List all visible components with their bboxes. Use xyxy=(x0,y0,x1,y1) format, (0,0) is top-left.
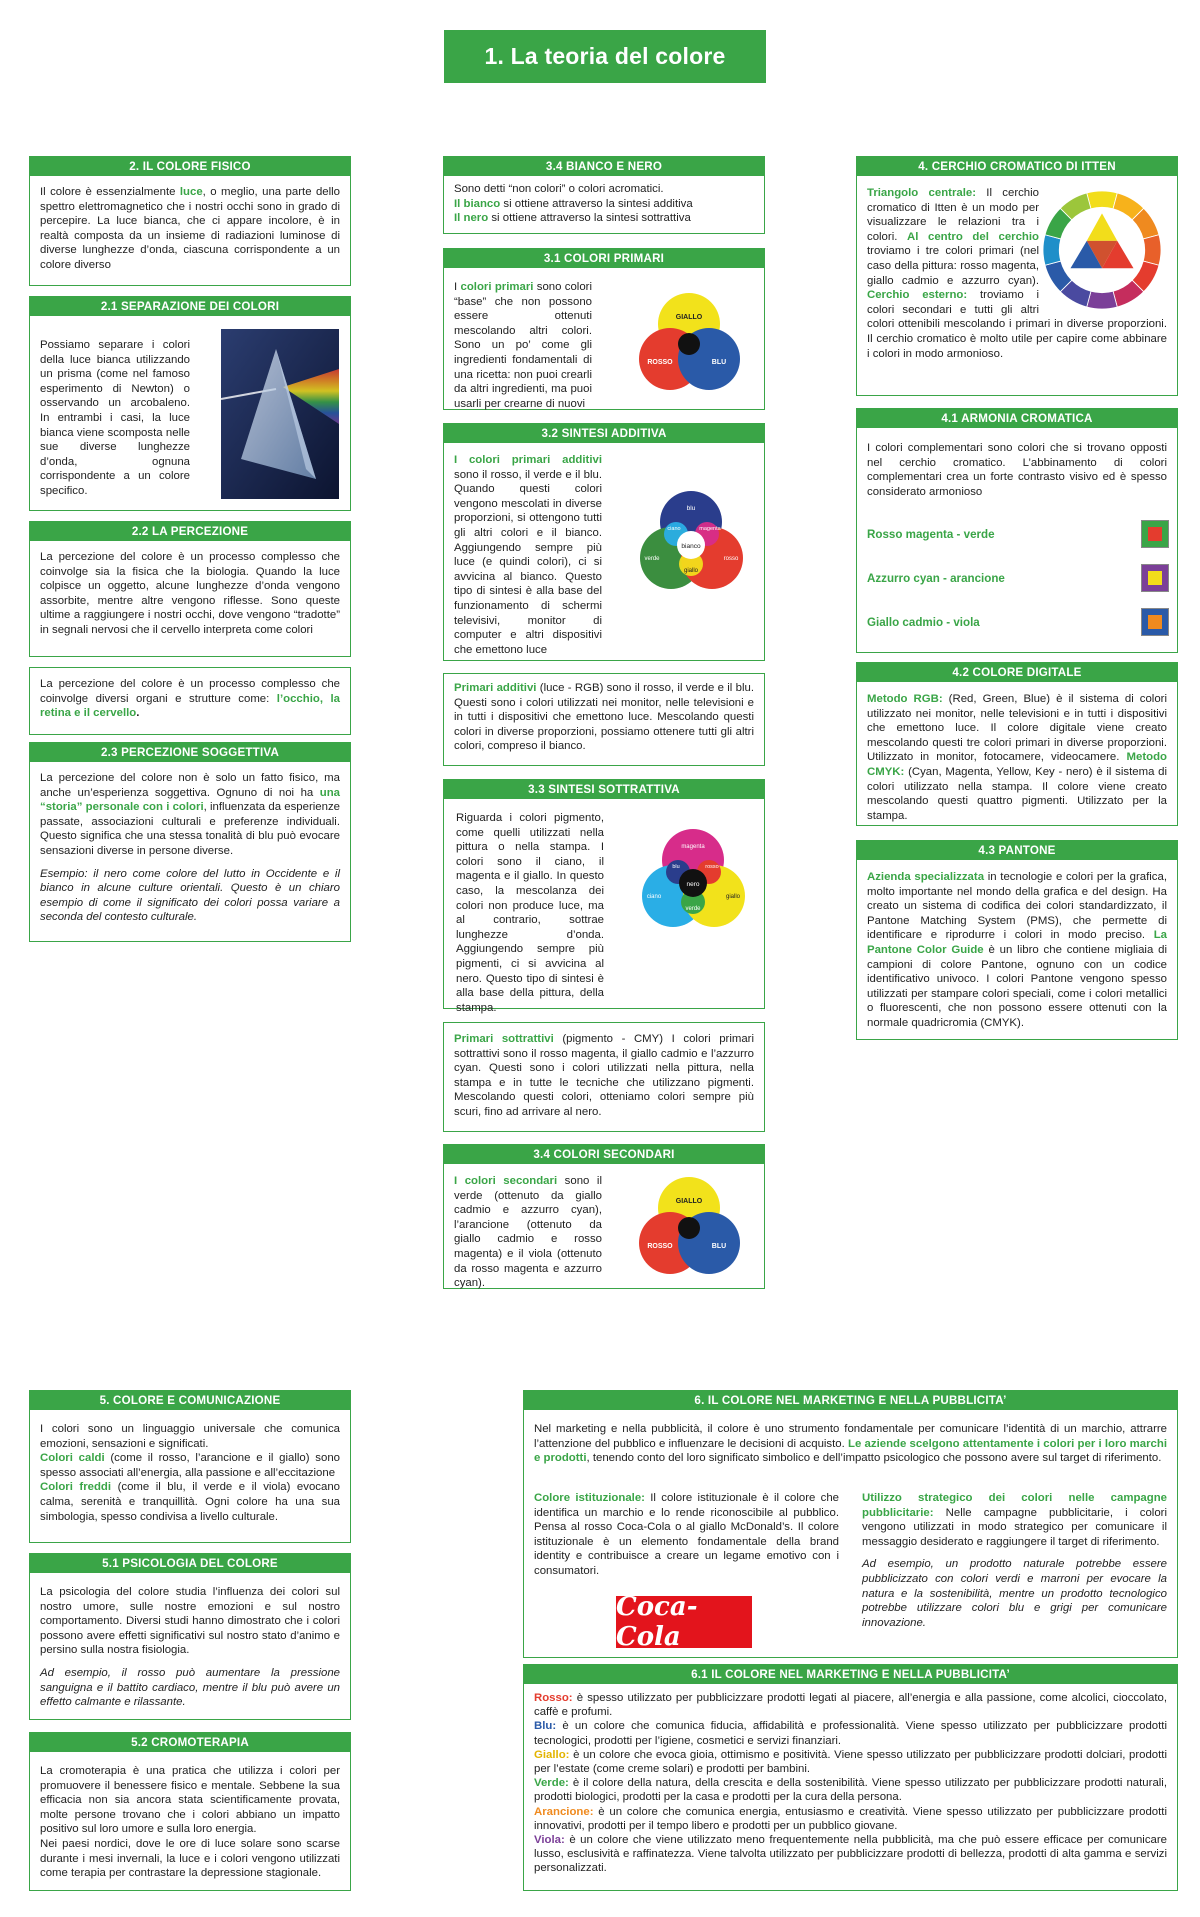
section-pantone xyxy=(856,840,1178,1040)
color-description: è il colore della natura, della crescita e della sostenibilità. Viene spesso utilizzato per pubblicizzare prodotti naturali, prodotti biologici, prodotti per la casa e prodotti per la cura della persona. xyxy=(534,1777,1167,1804)
venn-label: magenta xyxy=(681,844,705,850)
venn-label: rosso xyxy=(705,864,719,870)
itten-wheel-image xyxy=(1041,189,1163,311)
pair-label: Giallo cadmio - viola xyxy=(867,616,980,629)
section-marketing-colori xyxy=(523,1664,1178,1891)
section-header: 3.4 COLORI SECONDARI xyxy=(444,1145,764,1164)
section-header: 3.4 BIANCO E NERO xyxy=(444,157,764,176)
color-meaning-item xyxy=(534,1691,1167,1719)
coca-cola-logo: Coca-Cola xyxy=(616,1596,752,1648)
color-description: è un colore che evoca gioia, ottimismo e positività. Viene spesso utilizzato per pubblicizzare prodotti dolciari, prodotti per l’estate (come creme solari) e prodotti per bambini. xyxy=(534,1748,1167,1776)
section-colori-secondari xyxy=(443,1144,765,1289)
section-header: 2. IL COLORE FISICO xyxy=(30,157,350,176)
venn-primari xyxy=(622,289,757,404)
venn-sottrattiva xyxy=(626,824,761,944)
section-body: I colori sono un linguaggio universale che comunica emozioni, sensazioni e significati. Colori caldi (come il rosso, l’arancione e il giallo) sono spesso associati all’energia, alla passione e all’eccitazione Colori freddi (come il blu, il verde e il viola) evocano calma, serenità e tranquillità. Ogni colore ha una sua simbologia, spesso condivisa a livello culturale. xyxy=(40,1423,340,1523)
pair-label: Azzurro cyan - arancione xyxy=(867,572,1005,585)
color-name: Viola: xyxy=(534,1834,565,1847)
section-percezione-organi: La percezione del colore è un processo complesso che coinvolge diversi organi e strutture come: l’occhio, la retina e il cervello. xyxy=(29,667,351,735)
section-body: Possiamo separare i colori della luce bianca utilizzando un prisma (come nel famoso esperimento di Newton) o osservando un arcobaleno. In entrambi i casi, la luce bianca viene scomposta nelle sue diverse lunghezze d’onda, ognuna corrispondente a un colore specifico. xyxy=(40,339,190,497)
color-meaning-item xyxy=(534,1776,1167,1804)
section-body: I colori primari additivi sono il rosso, il verde e il blu. Quando questi colori vengono mescolati in diverse proporzioni, si ottengono tutti gli altri colori e il bianco. Aggiungendo sempre più luce (e quindi colori), ci si avvicina al bianco. Questo tipo di sintesi è alla base del funzionamento di schermi televisivi, monitor di computer e altri dispositivi che emettono luce xyxy=(454,454,602,656)
venn-label: ciano xyxy=(646,894,662,900)
section-header: 5.1 PSICOLOGIA DEL COLORE xyxy=(30,1554,350,1573)
color-name: Blu: xyxy=(534,1720,557,1733)
section-separazione-colori xyxy=(29,296,351,511)
section-header: 3.2 SINTESI ADDITIVA xyxy=(444,424,764,443)
section-body: I colori primari sono colori “base” che non possono essere ottenuti mescolando altri colori. Sono un po’ come gli ingredienti fondamentali di una ricetta: non puoi crearli da altri ingredienti, ma puoi usarli per crearne di nuovi xyxy=(454,281,592,410)
section-header: 3.3 SINTESI SOTTRATTIVA xyxy=(444,780,764,799)
section-header: 6.1 IL COLORE NEL MARKETING E NELLA PUBBLICITA’ xyxy=(524,1665,1177,1684)
venn-label: ciano xyxy=(667,526,681,532)
section-body: Sono detti “non colori” o colori acromatici. Il bianco si ottiene attraverso la sintesi additiva Il nero si ottiene attraverso la sintesi sottrattiva xyxy=(454,183,693,225)
colore-istituzionale: Colore istituzionale: Il colore istituzionale è il colore che identifica un marchio e lo rende riconoscibile al pubblico. Pensa al rosso Coca-Cola o al giallo McDonald’s. Il colore istituzionale è un elemento fondamentale della brand identity e contribuisce a creare un legame emotivo con i consumatori. xyxy=(534,1492,839,1577)
section-colori-primari xyxy=(443,248,765,410)
venn-label: GIALLO xyxy=(675,1198,703,1205)
color-swatch xyxy=(1141,520,1169,548)
section-primari-sottrattivi: Primari sottrattivi (pigmento - CMY) I colori primari sottrattivi sono il rosso magenta, il giallo cadmio e l’azzurro cyan. Questi sono i colori utilizzati nella pittura, nella stampa e in tutte le tecniche che utilizzano pigmenti. Mescolando questi colori, otteniamo colori sempre più scuri, fino ad arrivare al nero. xyxy=(443,1022,765,1132)
wheel-segment xyxy=(1087,291,1118,309)
section-header: 4.1 ARMONIA CROMATICA xyxy=(857,409,1177,428)
color-description: è un colore che comunica energia, entusiasmo e creatività. Viene spesso utilizzato per pubblicizzare prodotti innovativi, prodotti per il tempo libero e prodotti per un pubblico giovane. xyxy=(534,1805,1167,1832)
color-swatch xyxy=(1141,564,1169,592)
section-primari-additivi: Primari additivi (luce - RGB) sono il rosso, il verde e il blu. Questi sono i colori utilizzati nei monitor, nelle televisioni e in tutti i dispositivi che emettono luce. Mescolando questi colori in diverse proporzioni, possiamo ottenere tutti gli altri colori, compreso il bianco. xyxy=(443,673,765,766)
venn-label: ROSSO xyxy=(647,359,673,366)
section-body: I colori complementari sono colori che si trovano opposti nel cerchio cromatico. L’abbinamento di colori complementari crea un forte contrasto visivo ed è spesso considerato armonioso xyxy=(867,442,1167,498)
venn-label: BLU xyxy=(711,359,727,366)
section-colore-comunicazione xyxy=(29,1390,351,1543)
section-header: 5.2 CROMOTERAPIA xyxy=(30,1733,350,1752)
venn-label: giallo xyxy=(725,894,741,900)
section-cromoterapia xyxy=(29,1732,351,1891)
section-cerchio-itten xyxy=(856,156,1178,396)
section-header: 4. CERCHIO CROMATICO DI ITTEN xyxy=(857,157,1177,176)
venn-label: giallo xyxy=(683,568,699,574)
wheel-segment xyxy=(1043,235,1061,266)
section-sintesi-additiva xyxy=(443,423,765,661)
wheel-segment xyxy=(1087,191,1118,209)
section-header: 2.2 LA PERCEZIONE xyxy=(30,522,350,541)
venn-label: blu xyxy=(672,864,680,870)
section-colore-fisico xyxy=(29,156,351,286)
venn-label: GIALLO xyxy=(675,314,703,321)
section-percezione xyxy=(29,521,351,657)
section-body: I colori secondari sono il verde (ottenuto da giallo cadmio e azzurro cyan), l’arancione (ottenuto da giallo cadmio e rosso magenta) e il viola (ottenuto da rosso magenta e azzurro cyan). xyxy=(454,1175,602,1290)
color-description: è un colore che viene utilizzato meno frequentemente nella pubblicità, ma che può essere efficace per comunicare lusso, esclusività e raffinatezza. Viene talvolta utilizzato per pubblicizzare prodotti di bellezza, prodotti di alta gamma e servizi personalizzati. xyxy=(534,1834,1167,1875)
color-description: è spesso utilizzato per pubblicizzare prodotti legati al piacere, all’energia e alla passione, come alcolici, cioccolato, caffè e profumi. xyxy=(534,1692,1167,1719)
venn-secondari xyxy=(622,1173,757,1288)
venn-additiva xyxy=(624,486,759,606)
color-meaning-item xyxy=(534,1748,1167,1776)
section-body: Metodo RGB: (Red, Green, Blue) è il sistema di colori utilizzato nei monitor, nelle televisioni e in tutti i dispositivi che emettono luce. Il colore digitale viene creato mescolando questi tre colori primari in diverse proporzioni. Utilizzato in monitor, fotocamere, videocamere. Metodo CMYK: (Cyan, Magenta, Yellow, Key - nero) è il sistema di colori utilizzato nella stampa. Il colore viene creato mescolando questi quattro pigmenti. Utilizzato per la stampa. xyxy=(867,693,1167,822)
section-body: La percezione del colore non è solo un fatto fisico, ma anche un’esperienza soggettiva. Ognuno di noi ha una “storia” personale con i colori, influenzata da esperienze passate, associazioni culturali e preferenze individuali. Questo significa che una stessa tonalità di blu può evocare sensazioni diverse in persone diverse. Esempio: il nero come colore del lutto in Occidente e il bianco in alcune culture orientali. Questo è un chiaro esempio di come il significato dei colori possa variare a seconda del contesto culturale. xyxy=(40,772,341,924)
section-body: Azienda specializzata in tecnologie e colori per la grafica, molto importante nel mondo della grafica e del design. Ha creato un sistema di codifica dei colori standardizzato, il Pantone Matching System (PMS), che permette di identificare e riprodurre i colori in modo preciso. La Pantone Color Guide è un libro che contiene migliaia di campioni di colore Pantone, ognuno con un codice identificativo univoco. I colori Pantone vengono spesso utilizzati per stampare colori speciali, come i colori metallici o fluorescenti, che non possono essere ottenuti con la normale quadricromia (CMYK). xyxy=(867,871,1168,1029)
section-header: 4.2 COLORE DIGITALE xyxy=(857,663,1177,682)
color-meaning-item xyxy=(534,1805,1167,1833)
section-header: 4.3 PANTONE xyxy=(857,841,1177,860)
section-header: 5. COLORE E COMUNICAZIONE xyxy=(30,1391,350,1410)
color-name: Rosso: xyxy=(534,1692,573,1704)
section-header: 2.3 PERCEZIONE SOGGETTIVA xyxy=(30,743,350,762)
section-header: 6. IL COLORE NEL MARKETING E NELLA PUBBLICITA’ xyxy=(524,1391,1177,1410)
section-armonia-cromatica xyxy=(856,408,1178,653)
wheel-segment xyxy=(1143,235,1161,266)
venn-label: BLU xyxy=(711,1243,727,1250)
color-name: Arancione: xyxy=(534,1805,594,1818)
section-body: La percezione del colore è un processo complesso che coinvolge sia la fisica che la biologia. Quando la luce colpisce un oggetto, alcune lunghezze d’onda vengono assorbite, mentre altre vengono riflesse. Sono queste ultime a raggiungere i nostri occhi, dove vengono “tradotte” in segnali nervosi che il cervello interpreta come colori xyxy=(40,551,340,636)
section-marketing xyxy=(523,1390,1178,1658)
section-header: 2.1 SEPARAZIONE DEI COLORI xyxy=(30,297,350,316)
venn-label: nero xyxy=(686,881,700,888)
section-percezione-soggettiva xyxy=(29,742,351,942)
section-body: Triangolo centrale: Il cerchio cromatico di Itten è un modo per visualizzare le relazioni tra i colori. Al centro del cerchio troviamo i tre colori primari (nel caso della pittura: rosso magenta, giallo cadmio e azzurro cyan). Cerchio esterno: troviamo i colori secondari e tutti gli altri colori ottenibili mescolando i primari in diverse proporzioni. Il cerchio cromatico è molto utile per capire come abbinare i colori in modo armonioso. xyxy=(867,187,1167,360)
utilizzo-strategico: Utilizzo strategico dei colori nelle campagne pubblicitarie: Nelle campagne pubblicitarie, i colori vengono utilizzati in modo strategico per comunicare il messaggio desiderato e raggiungere il target di riferimento. Ad esempio, un prodotto naturale potrebbe essere pubblicizzato con colori verdi e marroni per evocare la natura e la sostenibilità, mentre un prodotto tecnologico potrebbe utilizzare colori blu e grigi per comunicare innovazione. xyxy=(862,1492,1167,1629)
color-meaning-item xyxy=(534,1833,1167,1876)
section-body: La psicologia del colore studia l’influenza dei colori sul nostro umore, sulle nostre emozioni e sul nostro comportamento. Diversi studi hanno dimostrato che i colori possono avere effetti significativi sul nostro stato d’animo e persino sulla nostra fisiologia. Ad esempio, il rosso può aumentare la pressione sanguigna e il battito cardiaco, mentre il blu può avere un effetto calmante e rilassante. xyxy=(40,1586,340,1709)
section-bianco-nero xyxy=(443,156,765,234)
prism-image xyxy=(221,329,339,499)
color-description: è un colore che comunica fiducia, affidabilità e professionalità. Viene spesso utilizzato per pubblicizzare prodotti tecnologici, prodotti per l’igiene, cosmetici e servizi finanziari. xyxy=(534,1720,1167,1747)
venn-label: verde xyxy=(685,906,701,912)
page-title: 1. La teoria del colore xyxy=(444,30,766,83)
section-body: La cromoterapia è una pratica che utilizza i colori per promuovere il benessere fisico e mentale. Sebbene la sua efficacia non sia ancora stata scientificamente provata, molte persone trovano che i colori abbiano un impatto positivo sul loro umore e sulla loro energia. Nei paesi nordici, dove le ore di luce solare sono scarse durante i mesi invernali, la luce e i colori vengono utilizzati come terapia per contrastare la depressione stagionale. xyxy=(40,1765,340,1880)
color-swatch xyxy=(1141,608,1169,636)
pair-label: Rosso magenta - verde xyxy=(867,528,995,541)
section-header: 3.1 COLORI PRIMARI xyxy=(444,249,764,268)
venn-label: verde xyxy=(644,556,660,562)
color-name: Giallo: xyxy=(534,1748,570,1761)
color-list xyxy=(524,1684,1177,1884)
venn-label: bianco xyxy=(681,543,701,550)
color-meaning-item xyxy=(534,1719,1167,1747)
venn-label: magenta xyxy=(699,526,721,532)
section-body: Riguarda i colori pigmento, come quelli utilizzati nella pittura o nella stampa. I colori sono il ciano, il magenta e il giallo. In questo caso, la mescolanza dei colori non produce luce, ma al contrario, sottrae lunghezze d’onda. Aggiungendo sempre più pigmenti, ci si avvicina al nero. Questo tipo di sintesi è alla base della pittura, della stampa. xyxy=(456,812,604,1014)
section-colore-digitale xyxy=(856,662,1178,826)
venn-label: ROSSO xyxy=(647,1243,673,1250)
section-body: Nel marketing e nella pubblicità, il colore è uno strumento fondamentale per comunicare l’identità di un marchio, attrarre l’attenzione del pubblico e influenzare le decisioni di acquisto. Le aziende scelgono attentamente i colori per i loro marchi e prodotti, tenendo conto del loro significato simbolico e dell’impatto psicologico che possono avere sul target di riferimento. xyxy=(534,1423,1167,1465)
section-psicologia-colore xyxy=(29,1553,351,1720)
section-sintesi-sottrattiva xyxy=(443,779,765,1014)
venn-label: blu xyxy=(686,505,696,512)
section-body: Il colore è essenzialmente luce, o meglio, una parte dello spettro elettromagnetico che i nostri occhi sono in grado di percepire. La luce bianca, che ci appare incolore, è in realtà composta da un insieme di radiazioni luminose di diverse lunghezze d’onda, ciascuna corrispondente a un colore diverso xyxy=(40,186,341,271)
venn-label: rosso xyxy=(723,556,739,562)
color-name: Verde: xyxy=(534,1777,569,1790)
